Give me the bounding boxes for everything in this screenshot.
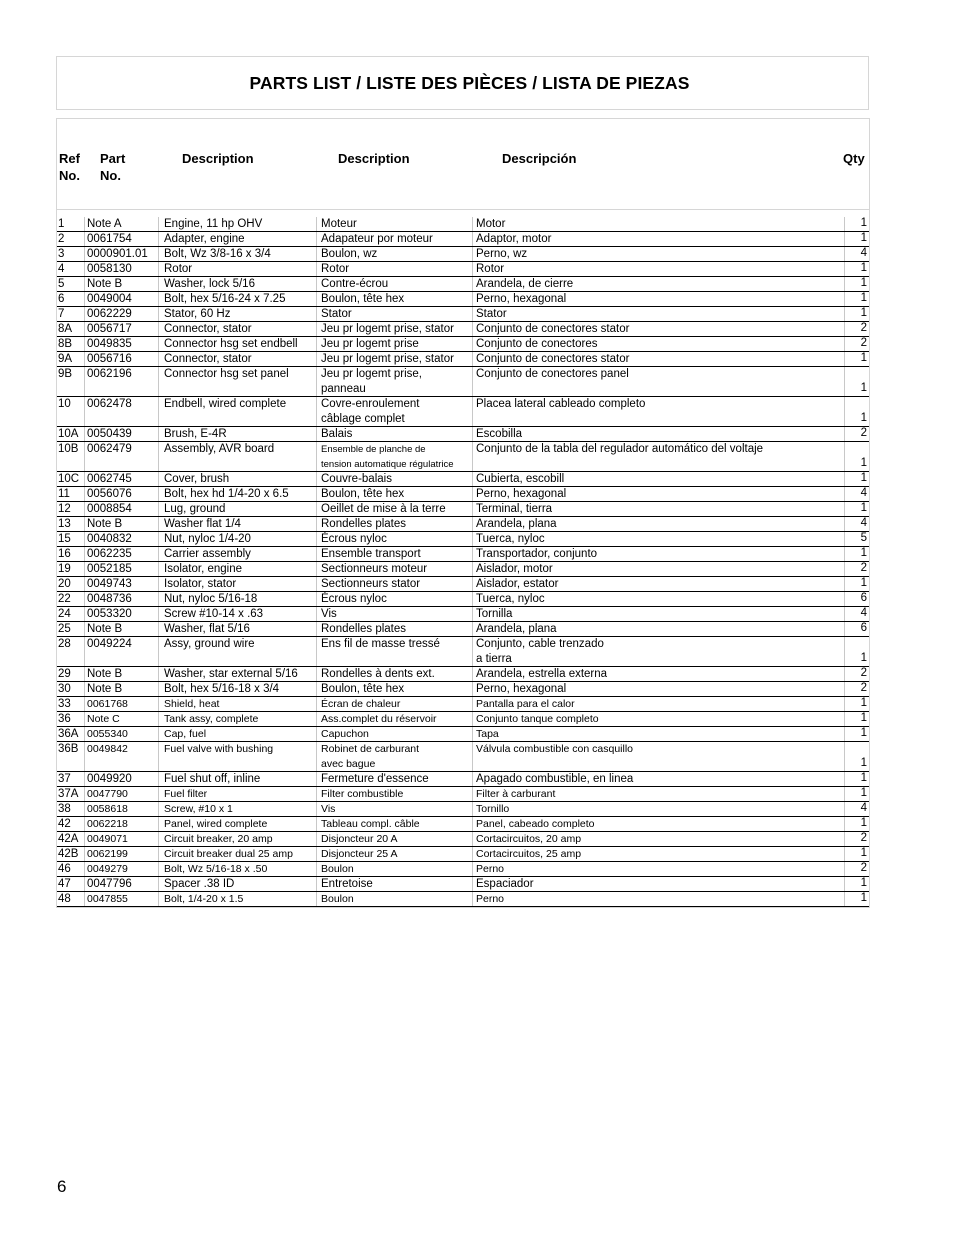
cell-description-en: Screw #10-14 x .63 xyxy=(159,607,317,621)
cell-description-fr: Rondelles plates xyxy=(317,517,473,531)
cell-part-no: 0056717 xyxy=(85,322,159,336)
cell-description-en: Stator, 60 Hz xyxy=(159,307,317,321)
cell-description-fr: Entretoise xyxy=(317,877,473,891)
cell-description-fr: Disjoncteur 20 A xyxy=(317,832,473,846)
table-row xyxy=(57,442,869,472)
table-row xyxy=(57,427,869,442)
header-description-es: Descripción xyxy=(502,151,577,166)
cell-ref: 12 xyxy=(57,502,85,516)
cell-part-no: 0000901.01 xyxy=(85,247,159,261)
cell-ref: 37A xyxy=(57,787,85,801)
cell-ref: 24 xyxy=(57,607,85,621)
cell-description-es: Cortacircuitos, 25 amp xyxy=(473,847,845,861)
cell-part-no: 0052185 xyxy=(85,562,159,576)
cell-description-en: Connector, stator xyxy=(159,352,317,366)
cell-description-en: Bolt, Wz 3/8-16 x 3/4 xyxy=(159,247,317,261)
cell-description-fr: Vis xyxy=(317,802,473,816)
cell-qty: 1 xyxy=(860,772,867,784)
cell-qty: 4 xyxy=(860,517,867,529)
cell-description-en: Spacer .38 ID xyxy=(159,877,317,891)
table-row xyxy=(57,682,869,697)
cell-description-es: Conjunto de conectores stator xyxy=(473,322,845,336)
cell-part-no: 0058130 xyxy=(85,262,159,276)
cell-description-es: Escobilla xyxy=(473,427,845,441)
cell-ref: 6 xyxy=(57,292,85,306)
cell-description-en: Adapter, engine xyxy=(159,232,317,246)
cell-description-fr: Adapateur por moteur xyxy=(317,232,473,246)
header-ref-no: Ref No. xyxy=(59,151,80,183)
cell-description-fr: Écrous nyloc xyxy=(317,592,473,606)
cell-description-fr: Ensemble de planche de tension automatique régulatrice xyxy=(317,442,473,471)
cell-ref: 10B xyxy=(57,442,85,471)
cell-description-fr: Moteur xyxy=(317,217,473,231)
table-row xyxy=(57,847,869,862)
cell-description-en: Panel, wired complete xyxy=(159,817,317,831)
table-row xyxy=(57,547,869,562)
table-row xyxy=(57,772,869,787)
cell-description-es: Conjunto de conectores xyxy=(473,337,845,351)
table-header xyxy=(57,119,869,210)
table-row xyxy=(57,667,869,682)
cell-description-en: Washer, flat 5/16 xyxy=(159,622,317,636)
table-row xyxy=(57,292,869,307)
table-row xyxy=(57,337,869,352)
table-row xyxy=(57,697,869,712)
cell-ref: 8A xyxy=(57,322,85,336)
table-row xyxy=(57,727,869,742)
cell-part-no: 0040832 xyxy=(85,532,159,546)
cell-description-en: Bolt, 1/4-20 x 1.5 xyxy=(159,892,317,906)
cell-qty: 2 xyxy=(860,682,867,694)
cell-description-fr: Ensemble transport xyxy=(317,547,473,561)
cell-ref: 5 xyxy=(57,277,85,291)
page-number: 6 xyxy=(57,1177,67,1196)
cell-qty: 6 xyxy=(860,622,867,634)
cell-description-es: Panel, cabeado completo xyxy=(473,817,845,831)
cell-description-en: Washer, star external 5/16 xyxy=(159,667,317,681)
table-row xyxy=(57,367,869,397)
cell-qty: 1 xyxy=(860,652,867,664)
cell-description-fr: Covre-enroulement câblage complet xyxy=(317,397,473,426)
cell-description-fr: Oeillet de mise à la terre xyxy=(317,502,473,516)
cell-description-es: Tornilla xyxy=(473,607,845,621)
cell-description-en: Nut, nyloc 1/4-20 xyxy=(159,532,317,546)
cell-description-es: Conjunto, cable trenzado a tierra xyxy=(473,637,845,666)
cell-part-no: 0049835 xyxy=(85,337,159,351)
cell-description-es: Adaptor, motor xyxy=(473,232,845,246)
table-row xyxy=(57,232,869,247)
cell-ref: 37 xyxy=(57,772,85,786)
cell-qty: 1 xyxy=(860,277,867,289)
cell-part-no: 0050439 xyxy=(85,427,159,441)
cell-description-fr: Ass.complet du réservoir xyxy=(317,712,473,726)
table-row xyxy=(57,487,869,502)
cell-description-en: Bolt, hex hd 1/4-20 x 6.5 xyxy=(159,487,317,501)
cell-description-es: Cortacircuitos, 20 amp xyxy=(473,832,845,846)
cell-description-es: Perno, wz xyxy=(473,247,845,261)
cell-description-fr: Disjoncteur 25 A xyxy=(317,847,473,861)
table-row xyxy=(57,397,869,427)
cell-description-en: Connector, stator xyxy=(159,322,317,336)
table-row xyxy=(57,637,869,667)
cell-part-no: 0062199 xyxy=(85,847,159,861)
cell-qty: 2 xyxy=(860,322,867,334)
cell-description-en: Engine, 11 hp OHV xyxy=(159,217,317,231)
cell-part-no: 0056076 xyxy=(85,487,159,501)
cell-ref: 11 xyxy=(57,487,85,501)
cell-description-es: Transportador, conjunto xyxy=(473,547,845,561)
cell-qty: 4 xyxy=(860,487,867,499)
cell-description-en: Assy, ground wire xyxy=(159,637,317,666)
cell-description-fr: Jeu pr logemt prise xyxy=(317,337,473,351)
cell-description-fr: Couvre-balais xyxy=(317,472,473,486)
table-row xyxy=(57,322,869,337)
cell-description-es: Arandela, estrella externa xyxy=(473,667,845,681)
cell-qty: 5 xyxy=(860,532,867,544)
cell-ref: 7 xyxy=(57,307,85,321)
cell-description-fr: Robinet de carburant avec bague xyxy=(317,742,473,771)
cell-ref: 33 xyxy=(57,697,85,711)
cell-qty: 1 xyxy=(860,262,867,274)
cell-part-no: 0049071 xyxy=(85,832,159,846)
cell-part-no: Note B xyxy=(85,517,159,531)
cell-description-en: Tank assy, complete xyxy=(159,712,317,726)
cell-part-no: 0053320 xyxy=(85,607,159,621)
table-row xyxy=(57,217,869,232)
cell-description-en: Shield, heat xyxy=(159,697,317,711)
cell-qty: 4 xyxy=(860,802,867,814)
cell-ref: 20 xyxy=(57,577,85,591)
table-row xyxy=(57,622,869,637)
cell-description-fr: Jeu pr logemt prise, stator xyxy=(317,322,473,336)
cell-qty: 1 xyxy=(860,892,867,904)
cell-description-fr: Fermeture d'essence xyxy=(317,772,473,786)
cell-qty: 1 xyxy=(860,307,867,319)
table-row xyxy=(57,892,869,907)
cell-description-fr: Filter combustible xyxy=(317,787,473,801)
cell-qty: 1 xyxy=(860,472,867,484)
cell-description-es: Placea lateral cableado completo xyxy=(473,397,845,426)
cell-description-es: Válvula combustible con casquillo xyxy=(473,742,845,771)
cell-qty: 1 xyxy=(860,352,867,364)
cell-qty: 1 xyxy=(860,292,867,304)
cell-description-fr: Balais xyxy=(317,427,473,441)
cell-qty: 6 xyxy=(860,592,867,604)
table-row xyxy=(57,517,869,532)
cell-description-fr: Ens fil de masse tressé xyxy=(317,637,473,666)
cell-qty: 2 xyxy=(860,562,867,574)
cell-description-fr: Rondelles plates xyxy=(317,622,473,636)
cell-part-no: 0056716 xyxy=(85,352,159,366)
cell-part-no: Note B xyxy=(85,667,159,681)
cell-description-es: Arandela, plana xyxy=(473,622,845,636)
cell-ref: 42B xyxy=(57,847,85,861)
cell-description-en: Bolt, Wz 5/16-18 x .50 xyxy=(159,862,317,876)
cell-description-en: Nut, nyloc 5/16-18 xyxy=(159,592,317,606)
cell-ref: 16 xyxy=(57,547,85,561)
cell-ref: 1 xyxy=(57,217,85,231)
cell-part-no: 0049224 xyxy=(85,637,159,666)
cell-part-no: 0062218 xyxy=(85,817,159,831)
table-row xyxy=(57,307,869,322)
cell-description-es: Aislador, estator xyxy=(473,577,845,591)
cell-ref: 28 xyxy=(57,637,85,666)
table-row xyxy=(57,247,869,262)
cell-description-es: Perno, hexagonal xyxy=(473,682,845,696)
cell-description-en: Circuit breaker, 20 amp xyxy=(159,832,317,846)
cell-ref: 15 xyxy=(57,532,85,546)
cell-ref: 47 xyxy=(57,877,85,891)
table-row xyxy=(57,607,869,622)
cell-description-es: Arandela, plana xyxy=(473,517,845,531)
cell-part-no: 0049004 xyxy=(85,292,159,306)
cell-description-es: Aislador, motor xyxy=(473,562,845,576)
cell-part-no: 0008854 xyxy=(85,502,159,516)
cell-description-en: Washer, lock 5/16 xyxy=(159,277,317,291)
table-row xyxy=(57,592,869,607)
cell-description-en: Connector hsg set endbell xyxy=(159,337,317,351)
cell-ref: 4 xyxy=(57,262,85,276)
cell-description-en: Cover, brush xyxy=(159,472,317,486)
cell-ref: 9A xyxy=(57,352,85,366)
cell-qty: 1 xyxy=(860,217,867,229)
header-description-en: Description xyxy=(182,151,254,166)
cell-ref: 10A xyxy=(57,427,85,441)
table-row xyxy=(57,802,869,817)
table-row xyxy=(57,862,869,877)
cell-description-en: Brush, E-4R xyxy=(159,427,317,441)
cell-ref: 36A xyxy=(57,727,85,741)
cell-qty: 1 xyxy=(860,412,867,424)
cell-ref: 8B xyxy=(57,337,85,351)
cell-description-en: Endbell, wired complete xyxy=(159,397,317,426)
cell-part-no: Note B xyxy=(85,622,159,636)
cell-description-fr: Boulon, tête hex xyxy=(317,292,473,306)
cell-description-fr: Capuchon xyxy=(317,727,473,741)
cell-description-en: Isolator, stator xyxy=(159,577,317,591)
cell-qty: 4 xyxy=(860,607,867,619)
cell-qty: 1 xyxy=(860,712,867,724)
cell-ref: 19 xyxy=(57,562,85,576)
table-row xyxy=(57,877,869,892)
cell-description-fr: Tableau compl. câble xyxy=(317,817,473,831)
cell-description-es: Conjunto de la tabla del regulador automático del voltaje xyxy=(473,442,845,471)
cell-part-no: 0049920 xyxy=(85,772,159,786)
cell-description-es: Rotor xyxy=(473,262,845,276)
cell-ref: 46 xyxy=(57,862,85,876)
cell-qty: 1 xyxy=(860,727,867,739)
table-row xyxy=(57,712,869,727)
cell-description-es: Perno, hexagonal xyxy=(473,487,845,501)
table-row xyxy=(57,742,869,772)
table-row xyxy=(57,352,869,367)
cell-description-en: Rotor xyxy=(159,262,317,276)
cell-description-es: Tornillo xyxy=(473,802,845,816)
cell-qty: 1 xyxy=(860,877,867,889)
cell-description-es: Cubierta, escobill xyxy=(473,472,845,486)
cell-description-en: Isolator, engine xyxy=(159,562,317,576)
cell-description-es: Perno xyxy=(473,862,845,876)
cell-ref: 48 xyxy=(57,892,85,906)
cell-qty: 1 xyxy=(860,577,867,589)
cell-part-no: 0049743 xyxy=(85,577,159,591)
cell-description-en: Carrier assembly xyxy=(159,547,317,561)
cell-description-en: Fuel shut off, inline xyxy=(159,772,317,786)
cell-ref: 36B xyxy=(57,742,85,771)
cell-description-en: Screw, #10 x 1 xyxy=(159,802,317,816)
cell-qty: 4 xyxy=(860,247,867,259)
cell-description-es: Conjunto tanque completo xyxy=(473,712,845,726)
cell-description-fr: Rondelles à dents ext. xyxy=(317,667,473,681)
cell-description-fr: Stator xyxy=(317,307,473,321)
cell-description-es: Stator xyxy=(473,307,845,321)
cell-description-es: Espaciador xyxy=(473,877,845,891)
cell-part-no: Note C xyxy=(85,712,159,726)
cell-description-fr: Boulon xyxy=(317,892,473,906)
cell-description-es: Tapa xyxy=(473,727,845,741)
cell-description-en: Assembly, AVR board xyxy=(159,442,317,471)
cell-ref: 42A xyxy=(57,832,85,846)
cell-ref: 13 xyxy=(57,517,85,531)
cell-description-en: Circuit breaker dual 25 amp xyxy=(159,847,317,861)
header-qty: Qty xyxy=(843,151,865,166)
parts-table xyxy=(56,118,870,908)
header-part-no: Part No. xyxy=(100,151,126,183)
cell-ref: 42 xyxy=(57,817,85,831)
cell-ref: 29 xyxy=(57,667,85,681)
cell-description-es: Perno, hexagonal xyxy=(473,292,845,306)
table-row xyxy=(57,787,869,802)
cell-description-es: Conjunto de conectores panel xyxy=(473,367,845,396)
cell-description-en: Bolt, hex 5/16-24 x 7.25 xyxy=(159,292,317,306)
cell-part-no: 0049842 xyxy=(85,742,159,771)
cell-description-fr: Boulon, tête hex xyxy=(317,487,473,501)
cell-description-fr: Écrous nyloc xyxy=(317,532,473,546)
header-description-fr: Description xyxy=(338,151,410,166)
cell-part-no: 0062235 xyxy=(85,547,159,561)
cell-description-es: Pantalla para el calor xyxy=(473,697,845,711)
cell-ref: 10C xyxy=(57,472,85,486)
cell-qty: 1 xyxy=(860,502,867,514)
cell-ref: 2 xyxy=(57,232,85,246)
cell-ref: 25 xyxy=(57,622,85,636)
cell-part-no: 0062196 xyxy=(85,367,159,396)
cell-qty: 1 xyxy=(860,382,867,394)
cell-part-no: 0055340 xyxy=(85,727,159,741)
cell-part-no: 0061768 xyxy=(85,697,159,711)
cell-qty: 2 xyxy=(860,862,867,874)
table-row xyxy=(57,532,869,547)
cell-description-es: Filter à carburant xyxy=(473,787,845,801)
table-row xyxy=(57,262,869,277)
cell-description-en: Fuel filter xyxy=(159,787,317,801)
cell-description-en: Cap, fuel xyxy=(159,727,317,741)
cell-description-fr: Jeu pr logemt prise, panneau xyxy=(317,367,473,396)
cell-description-es: Arandela, de cierre xyxy=(473,277,845,291)
cell-qty: 1 xyxy=(860,232,867,244)
cell-part-no: Note A xyxy=(85,217,159,231)
cell-description-es: Terminal, tierra xyxy=(473,502,845,516)
title-box xyxy=(56,56,869,110)
cell-ref: 3 xyxy=(57,247,85,261)
cell-part-no: 0062745 xyxy=(85,472,159,486)
table-row xyxy=(57,472,869,487)
cell-part-no: 0062479 xyxy=(85,442,159,471)
cell-qty: 1 xyxy=(860,547,867,559)
cell-description-es: Perno xyxy=(473,892,845,906)
cell-qty: 1 xyxy=(860,757,867,769)
cell-description-fr: Écran de chaleur xyxy=(317,697,473,711)
cell-part-no: 0047796 xyxy=(85,877,159,891)
cell-part-no: 0061754 xyxy=(85,232,159,246)
cell-part-no: 0048736 xyxy=(85,592,159,606)
cell-description-en: Fuel valve with bushing xyxy=(159,742,317,771)
cell-description-fr: Sectionneurs moteur xyxy=(317,562,473,576)
cell-ref: 10 xyxy=(57,397,85,426)
table-row xyxy=(57,817,869,832)
table-row xyxy=(57,832,869,847)
cell-description-fr: Boulon xyxy=(317,862,473,876)
cell-ref: 30 xyxy=(57,682,85,696)
page-title: PARTS LIST / LISTE DES PIÈCES / LISTA DE PIEZAS xyxy=(249,72,690,93)
cell-qty: 1 xyxy=(860,457,867,469)
cell-part-no: 0058618 xyxy=(85,802,159,816)
cell-description-es: Tuerca, nyloc xyxy=(473,592,845,606)
cell-part-no: 0047790 xyxy=(85,787,159,801)
cell-description-fr: Contre-écrou xyxy=(317,277,473,291)
cell-ref: 36 xyxy=(57,712,85,726)
cell-description-fr: Boulon, wz xyxy=(317,247,473,261)
table-row xyxy=(57,502,869,517)
cell-description-es: Conjunto de conectores stator xyxy=(473,352,845,366)
cell-description-en: Washer flat 1/4 xyxy=(159,517,317,531)
cell-qty: 2 xyxy=(860,667,867,679)
cell-part-no: Note B xyxy=(85,682,159,696)
cell-description-fr: Sectionneurs stator xyxy=(317,577,473,591)
cell-description-es: Motor xyxy=(473,217,845,231)
cell-description-fr: Rotor xyxy=(317,262,473,276)
cell-description-en: Lug, ground xyxy=(159,502,317,516)
cell-description-es: Tuerca, nyloc xyxy=(473,532,845,546)
cell-part-no: 0062229 xyxy=(85,307,159,321)
cell-qty: 1 xyxy=(860,817,867,829)
cell-part-no: 0062478 xyxy=(85,397,159,426)
table-row xyxy=(57,562,869,577)
cell-qty: 1 xyxy=(860,697,867,709)
cell-description-fr: Jeu pr logemt prise, stator xyxy=(317,352,473,366)
cell-qty: 2 xyxy=(860,337,867,349)
cell-description-es: Apagado combustible, en linea xyxy=(473,772,845,786)
cell-qty: 1 xyxy=(860,787,867,799)
table-row xyxy=(57,577,869,592)
cell-ref: 38 xyxy=(57,802,85,816)
cell-qty: 2 xyxy=(860,427,867,439)
table-row xyxy=(57,277,869,292)
cell-description-en: Connector hsg set panel xyxy=(159,367,317,396)
cell-qty: 2 xyxy=(860,832,867,844)
cell-ref: 9B xyxy=(57,367,85,396)
cell-ref: 22 xyxy=(57,592,85,606)
cell-description-fr: Boulon, tête hex xyxy=(317,682,473,696)
cell-part-no: Note B xyxy=(85,277,159,291)
cell-description-en: Bolt, hex 5/16-18 x 3/4 xyxy=(159,682,317,696)
cell-part-no: 0049279 xyxy=(85,862,159,876)
cell-part-no: 0047855 xyxy=(85,892,159,906)
cell-description-fr: Vis xyxy=(317,607,473,621)
cell-qty: 1 xyxy=(860,847,867,859)
